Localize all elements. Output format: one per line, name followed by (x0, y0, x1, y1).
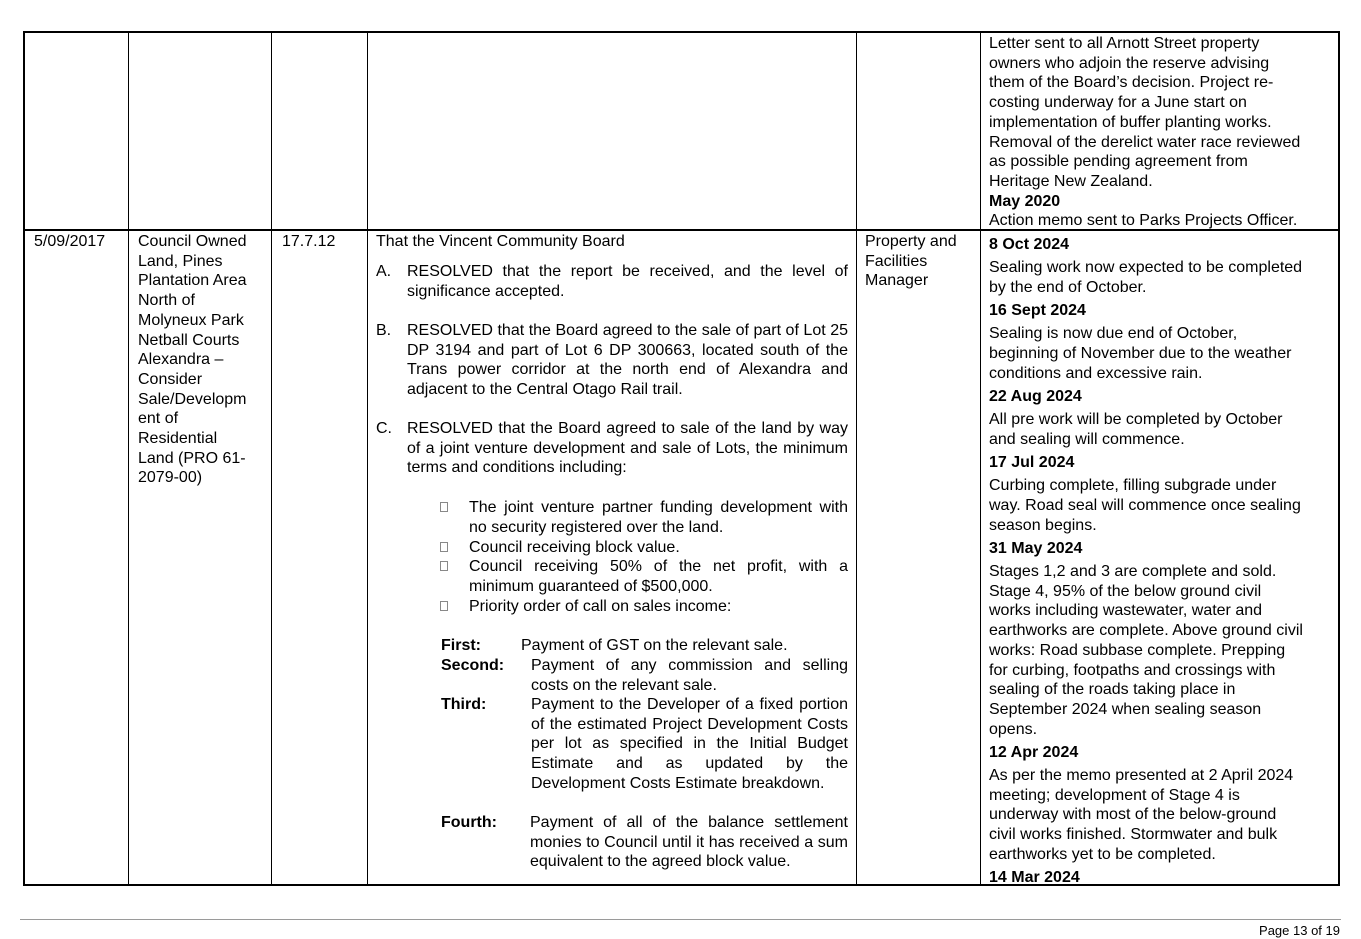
update-line: underway with most of the below-ground (989, 806, 1277, 824)
update-line: implementation of buffer planting works. (989, 113, 1272, 131)
column-divider (980, 33, 981, 884)
update-line: As per the memo presented at 2 April 2024 (989, 767, 1294, 785)
progress-updates (989, 235, 1303, 895)
previous-row-updates (989, 34, 1300, 231)
update-line: Curbing complete, filling subgrade under (989, 477, 1277, 495)
update-line: Stages 1,2 and 3 are complete and sold. (989, 563, 1277, 581)
subject-line: Molyneux Park (138, 311, 244, 329)
resolution-letter: A. (376, 263, 392, 280)
update-line: by the end of October. (989, 278, 1147, 296)
meeting-date: 5/09/2017 (34, 233, 106, 250)
subject-line: Residential (138, 430, 218, 448)
responsible-line: Manager (865, 272, 929, 290)
update-date: 8 Oct 2024 (989, 236, 1070, 253)
update-line: for curbing, footpaths and crossings with (989, 661, 1276, 679)
update-line: September 2024 when sealing season (989, 700, 1262, 718)
payment-label: Second: (441, 657, 505, 674)
bullet-icon (440, 601, 448, 611)
update-line: Sealing work now expected to be completed (989, 259, 1303, 277)
update-line: season begins. (989, 516, 1097, 534)
update-line: conditions and excessive rain. (989, 364, 1203, 382)
update-line: civil works finished. Stormwater and bulk (989, 826, 1278, 844)
update-line: Heritage New Zealand. (989, 172, 1153, 190)
resolution-intro: That the Vincent Community Board (376, 233, 625, 250)
update-line: beginning of November due to the weather (989, 345, 1292, 363)
resolution-a (376, 262, 848, 301)
update-date: 14 Mar 2024 (989, 869, 1080, 887)
payment-text: Payment of GST on the relevant sale. (521, 637, 788, 654)
subject-line: ent of (138, 410, 179, 428)
column-divider (367, 33, 368, 884)
update-line: opens. (989, 720, 1038, 738)
resolution-text: RESOLVED that the Board agreed to the sale of part of Lot 25 DP 3194 and part of Lot 6 DP 300663, located south of the Trans power corridor at the north end of Alexandra and adjacent to the Central Otago Rail trail. (407, 322, 848, 399)
update-line: meeting; development of Stage 4 is (989, 786, 1240, 804)
resolution-text: RESOLVED that the Board agreed to sale of the land by way of a joint venture development and sale of Lots, the minimum terms and conditions including: (407, 420, 848, 477)
resolution-reference: 17.7.12 (282, 233, 336, 250)
action-tracker-table (23, 31, 1340, 886)
update-line: sealing of the roads taking place in (989, 681, 1236, 699)
bullet-icon (440, 502, 448, 512)
update-line: owners who adjoin the reserve advising (989, 54, 1270, 72)
payment-fourth (441, 813, 848, 872)
update-date: 22 Aug 2024 (989, 387, 1082, 405)
payment-text: Payment of all of the balance settlement monies to Council until it has received a sum equivalent to the agreed block value. (530, 814, 848, 871)
bullet-text: Council receiving 50% of the net profit, with a minimum guaranteed of $500,000. (469, 558, 848, 595)
resolution-b (376, 321, 848, 400)
responsible-officer (865, 232, 957, 291)
resolution-c (376, 419, 848, 478)
update-line: earthworks yet to be completed. (989, 845, 1216, 863)
payment-label: Third: (441, 696, 487, 713)
update-line: All pre work will be completed by October (989, 411, 1283, 429)
update-line: and sealing will commence. (989, 430, 1185, 448)
bullet-text: Council receiving block value. (469, 539, 680, 556)
footer-divider (20, 919, 1341, 920)
resolution-text: RESOLVED that the report be received, and the level of significance accepted. (407, 263, 848, 300)
subject-line: Sale/Developm (138, 390, 247, 408)
payment-text: Payment to the Developer of a fixed portion of the estimated Project Development Costs per lot as specified in the Initial Budget Estimate and as updated by the Development Costs Estimate breakdown. (531, 696, 848, 792)
update-line: Sealing is now due end of October, (989, 325, 1238, 343)
bullet-icon (440, 561, 448, 571)
update-line: Letter sent to all Arnott Street property (989, 35, 1260, 52)
update-date: 12 Apr 2024 (989, 743, 1079, 761)
update-line: works: Road subbase complete. Prepping (989, 641, 1286, 659)
update-line: Stage 4, 95% of the below ground civil (989, 582, 1262, 600)
bullet-item (440, 557, 848, 596)
bullet-icon (440, 542, 448, 552)
payment-third (441, 695, 848, 794)
update-line: way. Road seal will commence once sealing (989, 496, 1301, 514)
subject-line: Plantation Area (138, 272, 247, 290)
subject-line: Land (PRO 61- (138, 449, 246, 467)
update-date: 17 Jul 2024 (989, 454, 1075, 472)
update-date: May 2020 (989, 192, 1061, 210)
bullet-item (440, 538, 848, 558)
payment-label: First: (441, 637, 481, 654)
subject-line: Land, Pines (138, 252, 223, 270)
update-date: 16 Sept 2024 (989, 302, 1086, 320)
page-number: Page 13 of 19 (1259, 923, 1340, 938)
update-line: as possible pending agreement from (989, 153, 1248, 171)
column-divider (856, 33, 857, 884)
resolution-letter: C. (376, 420, 392, 437)
update-line: Action memo sent to Parks Projects Officer. (989, 212, 1298, 230)
subject-line: 2079-00) (138, 469, 203, 487)
bullet-text: Priority order of call on sales income: (469, 598, 732, 615)
bullet-item (440, 597, 848, 617)
column-divider (128, 33, 129, 884)
bullet-text: The joint venture partner funding development with no security registered over the land. (469, 499, 848, 536)
update-line: Removal of the derelict water race reviewed (989, 133, 1301, 151)
item-subject (138, 232, 247, 488)
update-date: 31 May 2024 (989, 539, 1083, 557)
update-line: works including wastewater, water and (989, 602, 1263, 620)
subject-line: Alexandra – (138, 351, 224, 369)
subject-line: North of (138, 292, 195, 310)
subject-line: Consider (138, 370, 203, 388)
bullet-item (440, 498, 848, 537)
update-line: them of the Board’s decision. Project re- (989, 74, 1274, 92)
payment-text: Payment of any commission and selling costs on the relevant sale. (531, 657, 848, 694)
update-line: costing underway for a June start on (989, 94, 1247, 112)
payment-label: Fourth: (441, 814, 497, 831)
subject-line: Council Owned (138, 233, 247, 250)
responsible-line: Facilities (865, 252, 928, 270)
resolution-letter: B. (376, 322, 392, 339)
responsible-line: Property and (865, 233, 957, 250)
subject-line: Netball Courts (138, 331, 240, 349)
payment-first (441, 636, 849, 656)
column-divider (271, 33, 272, 884)
payment-second (441, 656, 848, 695)
update-line: earthworks are complete. Above ground civil (989, 622, 1303, 640)
